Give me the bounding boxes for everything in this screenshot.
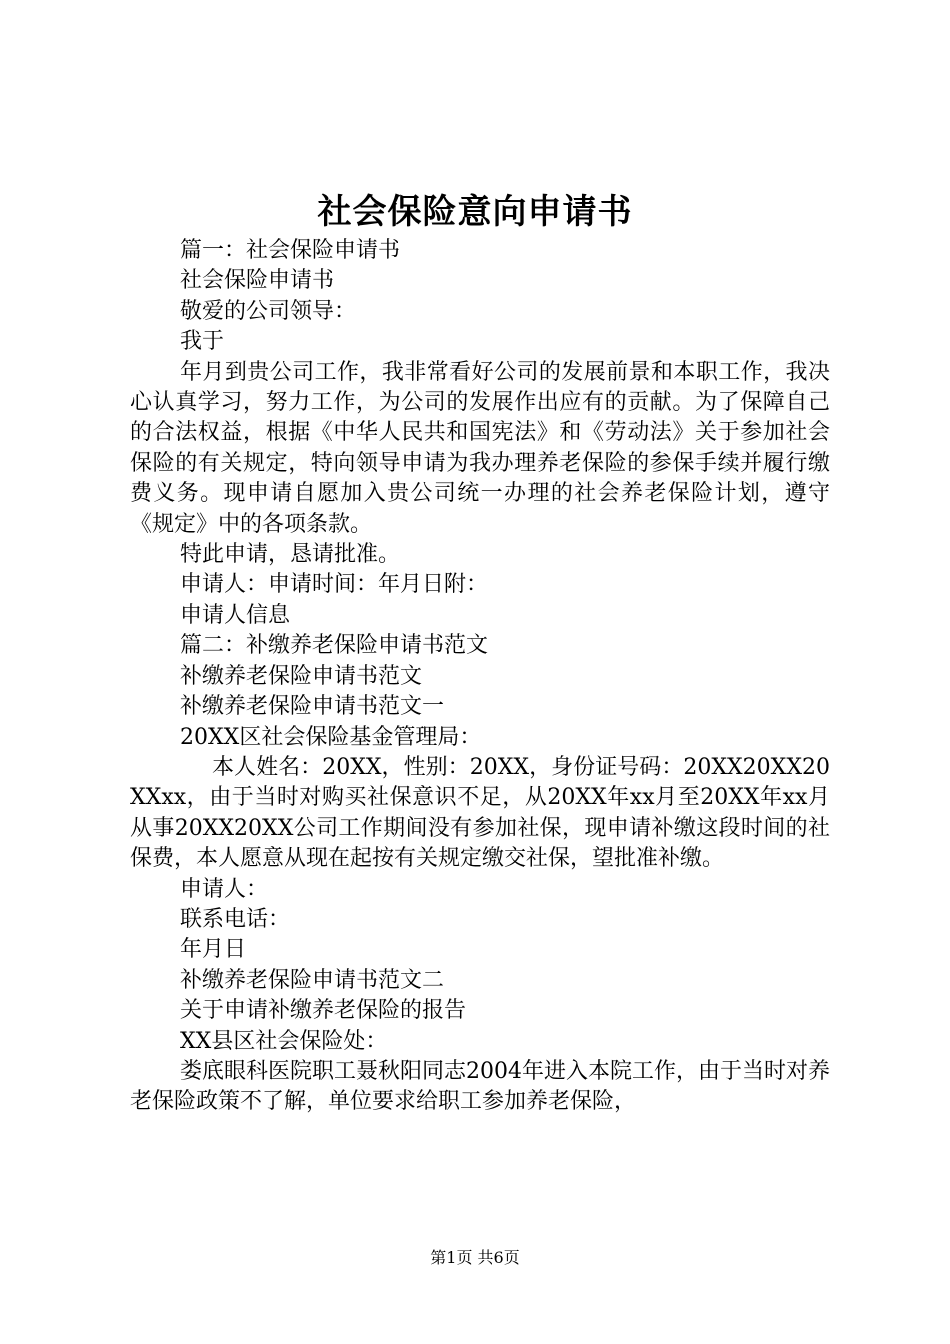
text-line: 我于 (180, 329, 225, 355)
text-line: 联系电话： (180, 906, 291, 932)
body-paragraph-2: 本人姓名：20XX，性别：20XX，身份证号码：20XX20XX20XXxx，由于当时对购买社保意识不足，从20XX年xx月至20XX年xx月从事20XX20XX公司工作期间没有参加社保，现申请补缴这段时间的社保费，本人愿意从现在起按有关规定缴交社保，望批准补缴。 (130, 754, 830, 872)
text-line: 申请人： (180, 876, 269, 902)
text-line: 补缴养老保险申请书范文一 (180, 694, 445, 720)
subtitle-line: 社会保险申请书 (180, 268, 335, 294)
text-line: 补缴养老保险申请书范文 (180, 663, 423, 689)
text-line: 年月日 (180, 937, 247, 963)
text-line: 申请人：申请时间：年月日附： (180, 572, 489, 598)
page-footer: 第1页 共6页 (430, 1248, 520, 1267)
text-line: 关于申请补缴养老保险的报告 (180, 998, 467, 1024)
salutation-line: XX县区社会保险处： (180, 1028, 388, 1054)
body-paragraph-3: 娄底眼科医院职工聂秋阳同志2004年进入本院工作，由于当时对养老保险政策不了解，单位要求给职工参加养老保险， (130, 1058, 830, 1115)
text-line: 特此申请，恳请批准。 (180, 542, 401, 568)
document-body (130, 236, 830, 1118)
text-line: 补缴养老保险申请书范文二 (180, 967, 445, 993)
text-line: 申请人信息 (180, 602, 291, 628)
document-title: 社会保险意向申请书 (317, 192, 633, 232)
salutation-line: 20XX区社会保险基金管理局： (180, 724, 482, 750)
body-paragraph-1: 年月到贵公司工作，我非常看好公司的发展前景和本职工作，我决心认真学习，努力工作，为公司的发展作出应有的贡献。为了保障自己的合法权益，根据《中华人民共和国宪法》和《劳动法》关于参加社会保险的有关规定，特向领导申请为我办理养老保险的参保手续并履行缴费义务。现申请自愿加入贵公司统一办理的社会养老保险计划，遵守《规定》中的各项条款。 (130, 359, 830, 537)
section-heading-1: 篇一：社会保险申请书 (180, 238, 401, 263)
section-heading-2: 篇二：补缴养老保险申请书范文 (180, 633, 489, 659)
salutation-line: 敬爱的公司领导： (180, 298, 357, 324)
